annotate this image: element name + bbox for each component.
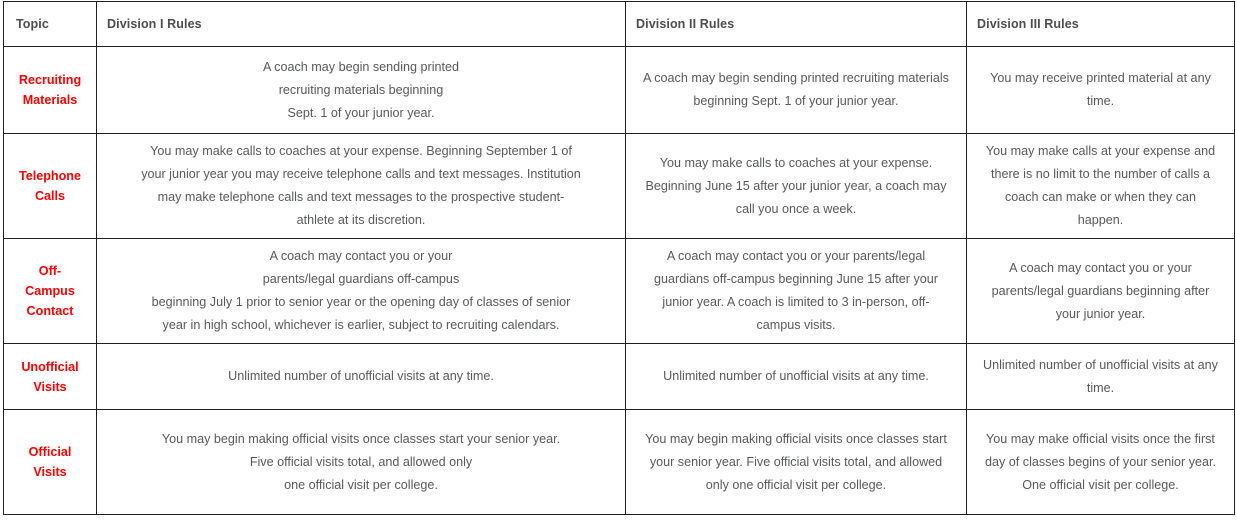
rule-cell-division-iii: A coach may contact you or your parents/legal guardians beginning after your junior year.: [967, 239, 1235, 344]
rule-cell-division-i: [97, 239, 626, 344]
ncaa-recruiting-rules-table: [3, 1, 1235, 515]
rule-cell-division-iii: You may receive printed material at any time.: [967, 47, 1235, 134]
column-header-division-ii: Division II Rules: [626, 2, 967, 47]
rule-line: Unlimited number of unofficial visits at any time.: [228, 369, 494, 383]
table-row: [4, 134, 1235, 239]
rule-cell-division-i: [97, 134, 626, 239]
column-header-division-iii: Division III Rules: [967, 2, 1235, 47]
table-row: [4, 344, 1235, 410]
rule-cell-division-i: [97, 410, 626, 515]
topic-label-official-visits: [4, 410, 97, 515]
rule-cell-division-ii: A coach may contact you or your parents/legal guardians off-campus beginning June 15 after your junior year. A coach is limited to 3 in-person, off-campus visits.: [626, 239, 967, 344]
rule-line: your junior year you may receive telephone calls and text messages. Institution: [141, 167, 581, 181]
topic-line: Materials: [22, 93, 78, 107]
rule-cell-division-i: [97, 47, 626, 134]
rule-line: A coach may contact you or your: [269, 249, 453, 263]
rule-line: year in high school, whichever is earlier, subject to recruiting calendars.: [162, 318, 560, 332]
table-row: [4, 239, 1235, 344]
topic-line: Official: [28, 445, 72, 459]
rule-line: You may make calls to coaches at your expense. Beginning September 1 of: [150, 144, 572, 158]
table-row: [4, 410, 1235, 515]
topic-line: Contact: [26, 304, 74, 318]
rule-line: athlete at its discretion.: [296, 213, 426, 227]
column-header-topic: Topic: [4, 2, 97, 47]
column-header-division-i: Division I Rules: [97, 2, 626, 47]
rule-line: Five official visits total, and allowed only: [249, 454, 473, 469]
topic-line: Recruiting: [18, 73, 82, 87]
header-row: [4, 2, 1235, 47]
table-header: [4, 2, 1235, 47]
topic-label-recruiting-materials: [4, 47, 97, 134]
topic-line: Visits: [33, 465, 67, 479]
rule-cell-division-i: [97, 344, 626, 410]
table-body: [4, 47, 1235, 515]
table-row: [4, 47, 1235, 134]
rule-cell-division-iii: Unlimited number of unofficial visits at any time.: [967, 344, 1235, 410]
rule-cell-division-ii: A coach may begin sending printed recruiting materials beginning Sept. 1 of your junior year.: [626, 47, 967, 134]
rule-cell-division-ii: You may begin making official visits once classes start your senior year. Five official visits total, and allowed only one official visit per college.: [626, 410, 967, 515]
rule-cell-division-iii: You may make calls at your expense and there is no limit to the number of calls a coach can make or when they can happen.: [967, 134, 1235, 239]
rule-cell-division-iii: You may make official visits once the first day of classes begins of your senior year. One official visit per college.: [967, 410, 1235, 515]
rule-line: beginning July 1 prior to senior year or the opening day of classes of senior: [151, 295, 571, 309]
rule-line: one official visit per college.: [284, 477, 438, 492]
topic-line: Telephone: [18, 169, 82, 183]
topic-line: Campus: [25, 284, 75, 298]
rule-line: may make telephone calls and text messages to the prospective student-: [157, 190, 565, 204]
topic-label-unofficial-visits: [4, 344, 97, 410]
topic-line: Calls: [34, 189, 66, 203]
topic-line: Unofficial: [21, 359, 79, 374]
rule-line: A coach may begin sending printed: [262, 59, 460, 74]
rule-line: parents/legal guardians off-campus: [262, 272, 460, 286]
topic-label-telephone-calls: [4, 134, 97, 239]
rule-line: recruiting materials beginning: [278, 82, 444, 97]
rule-cell-division-ii: You may make calls to coaches at your expense. Beginning June 15 after your junior year, a coach may call you once a week.: [626, 134, 967, 239]
topic-line: Off-: [38, 264, 62, 278]
rule-cell-division-ii: Unlimited number of unofficial visits at any time.: [626, 344, 967, 410]
rule-line: You may begin making official visits once classes start your senior year.: [161, 431, 561, 446]
topic-label-off-campus-contact: [4, 239, 97, 344]
topic-line: Visits: [33, 379, 67, 394]
rule-line: Sept. 1 of your junior year.: [287, 105, 435, 120]
